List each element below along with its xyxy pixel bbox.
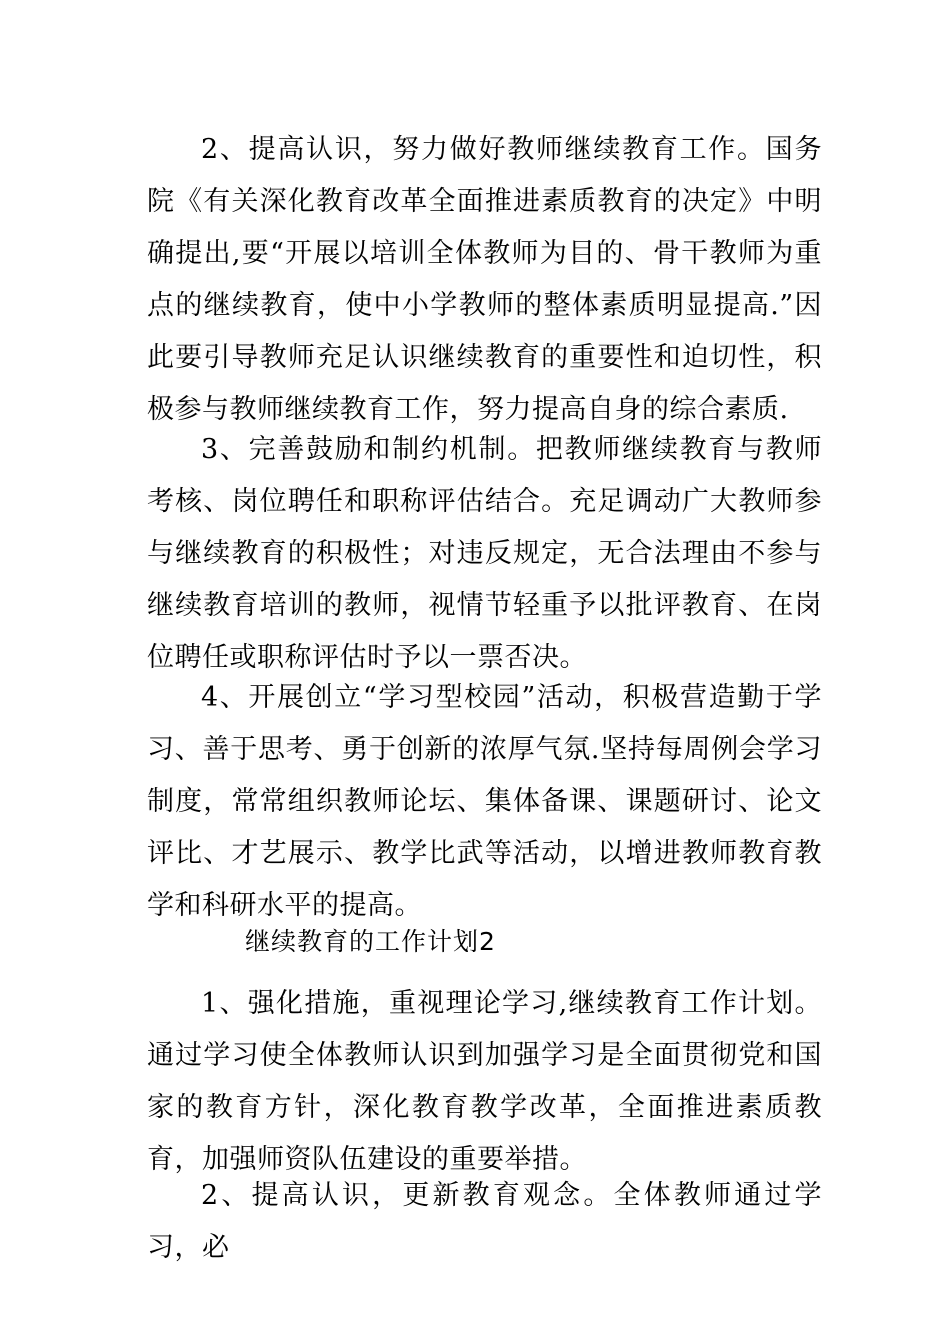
paragraph-improve-awareness: 2、提高认识，努力做好教师继续教育工作。国务院《有关深化教育改革全面推进素质教育的决定》中明确提出,要“开展以培训全体教师为目的、骨干教师为重点的继续教育，使中小学教师的整体素质明显提高.”因此要引导教师充足认识继续教育的重要性和迫切性，积极参与教师继续教育工作，努力提高自身的综合素质. (147, 134, 822, 425)
paragraph-incentive-mechanism: 3、完善鼓励和制约机制。把教师继续教育与教师考核、岗位聘任和职称评估结合。充足调动广大教师参与继续教育的积极性；对违反规定，无合法理由不参与继续教育培训的教师，视情节轻重予以批评教育、在岗位聘任或职称评估时予以一票否决。 (147, 434, 822, 673)
paragraph-learning-campus: 4、开展创立“学习型校园”活动，积极营造勤于学习、善于思考、勇于创新的浓厚气氛.坚持每周例会学习制度，常常组织教师论坛、集体备课、课题研讨、论文评比、才艺展示、教学比武等活动，以增进教师教育教学和科研水平的提高。 (147, 682, 822, 921)
paragraph-update-concepts: 2、提高认识，更新教育观念。全体教师通过学习，必 (147, 1180, 822, 1263)
section-heading: 继续教育的工作计划2 (245, 927, 496, 956)
paragraph-strengthen-measures: 1、强化措施，重视理论学习,继续教育工作计划。通过学习使全体教师认识到加强学习是全面贯彻党和国家的教育方针，深化教育教学改革，全面推进素质教育，加强师资队伍建设的重要举措。 (147, 988, 822, 1175)
